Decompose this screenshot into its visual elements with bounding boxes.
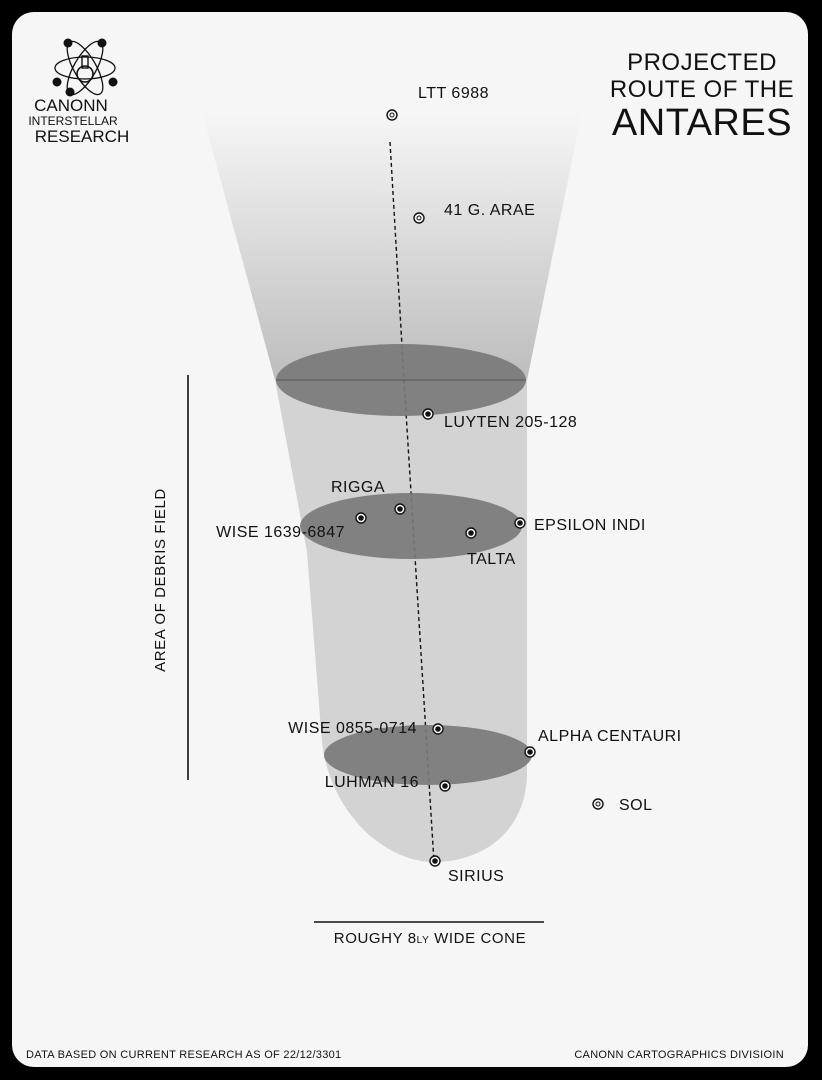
star-core-icon [517,520,523,526]
star-label: SIRIUS [448,868,505,885]
star-marker-icon [387,110,397,120]
star-label: EPSILON INDI [534,517,646,534]
star-label: LTT 6988 [418,85,490,102]
star-sol [593,797,653,814]
logo-line2: INTERSTELLAR [28,114,118,128]
cone-width-unit: LY [416,935,430,946]
star-label: ALPHA CENTAURI [538,728,682,745]
title-line3: ANTARES [611,102,793,144]
star-core-icon [527,749,533,755]
footer-right: CANONN CARTOGRAPHICS DIVISIOIN [574,1049,784,1061]
star-core-icon [432,858,438,864]
electron-icon [53,78,62,87]
electron-icon [109,78,118,87]
debris-field-label: AREA OF DEBRIS FIELD [152,488,169,672]
title-line1: PROJECTED [627,49,777,76]
cone-width-label [334,930,526,947]
star-label: WISE 0855-0714 [288,720,417,737]
logo-line1: CANONN [34,96,108,115]
star-label: RIGGA [330,479,385,496]
star-core-icon [468,530,474,536]
star-label: SOL [619,797,653,814]
electron-icon [98,39,107,48]
title-line2: ROUTE OF THE [609,76,795,103]
star-label: WISE 1639-6847 [216,524,345,541]
star-alpha-centauri [525,728,682,757]
star-core-icon [358,515,364,521]
projection-cone [202,112,582,380]
star-marker-icon [414,213,424,223]
star-epsilon-indi [515,517,646,534]
star-label: LUYTEN 205-128 [444,414,578,431]
star-core-icon [425,411,431,417]
footer-left: DATA BASED ON CURRENT RESEARCH AS OF 22/12/3301 [26,1049,342,1061]
star-core-icon [435,726,441,732]
route-diagram [12,12,808,1067]
electron-icon [64,39,73,48]
map-card [12,12,808,1067]
star-label: TALTA [467,551,516,568]
canonn-logo [53,37,118,100]
star-label: LUHMAN 16 [324,774,419,791]
logo-line3: RESEARCH [34,127,130,146]
star-label: 41 G. ARAE [444,202,536,219]
cone-width-suffix: WIDE CONE [429,930,527,947]
star-core-icon [442,783,448,789]
cone-width-prefix: ROUGHY 8 [333,930,417,947]
star-marker-icon [593,799,603,809]
star-core-icon [397,506,403,512]
